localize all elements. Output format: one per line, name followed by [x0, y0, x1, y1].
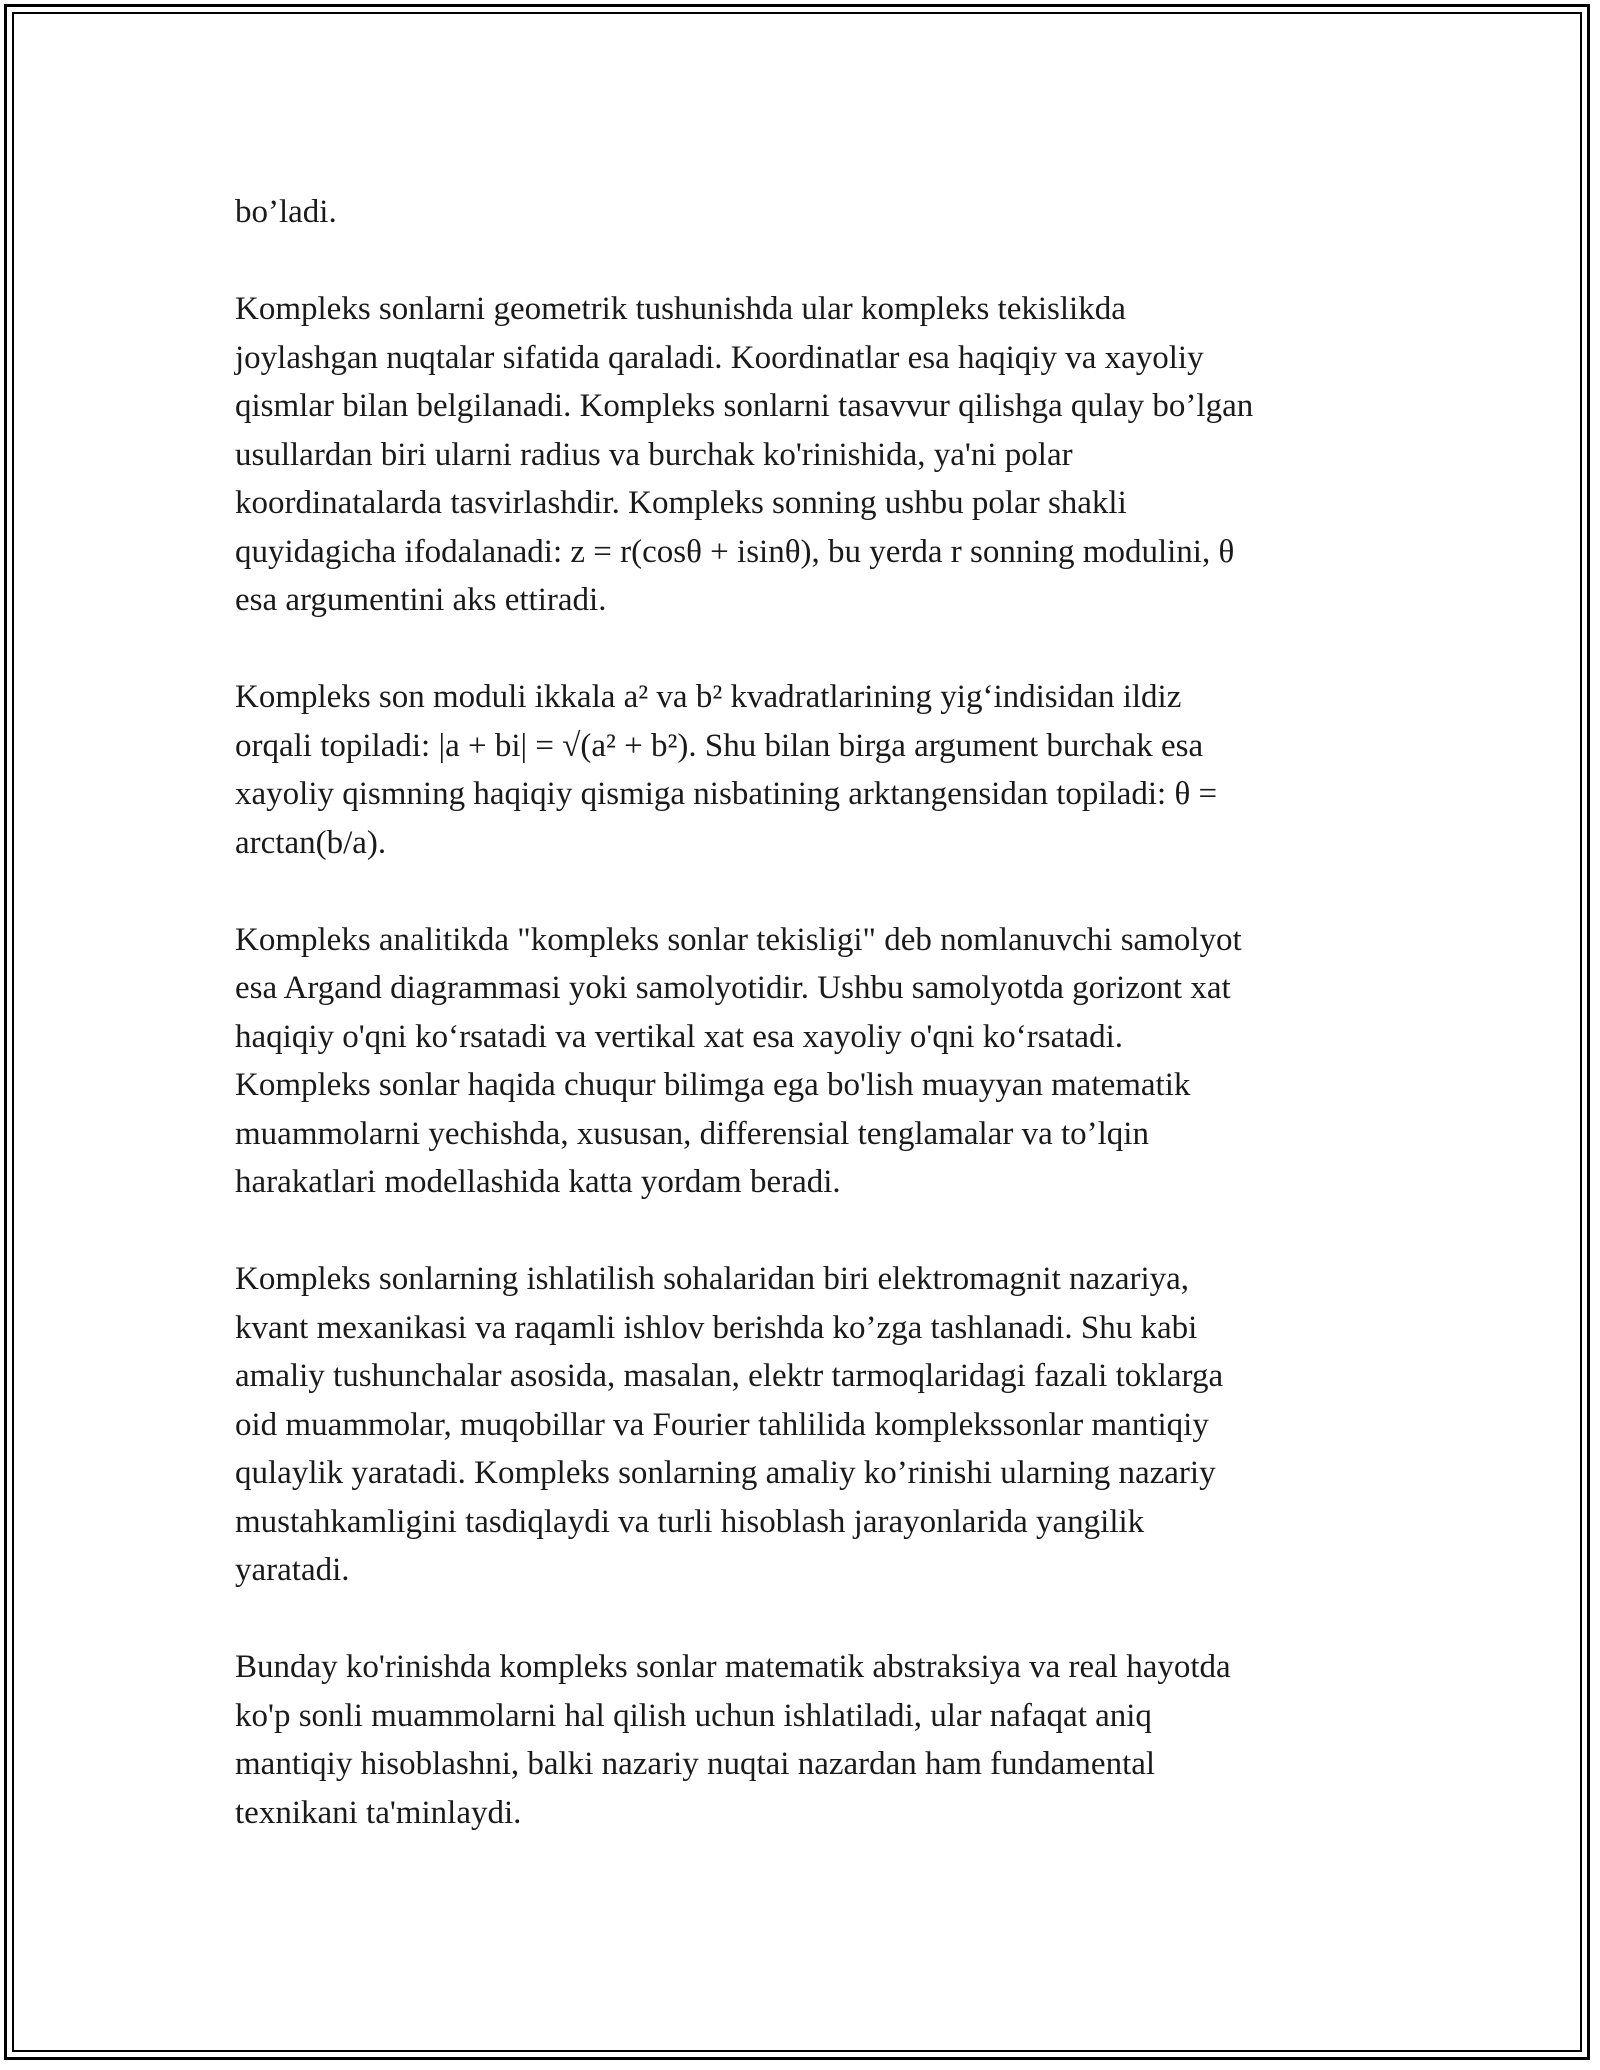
- document-body: [235, 188, 1385, 1886]
- paragraph-geometric-view: Kompleks sonlarni geometrik tushunishda ular kompleks tekislikda joylashgan nuqtalar sifatida qaraladi. Koordinatlar esa haqiqiy va xayoliy qismlar bilan belgilanadi. Kompleks sonlarni tasavvur qilishga qulay bo’lgan usullardan biri ularni radius va burchak ko'rinishida, ya'ni polar koordinatalarda tasvirlashdir. Kompleks sonning ushbu polar shakli quyidagicha ifodalanadi: z = r(cosθ + isinθ), bu yerda r sonning modulini, θ esa argumentini aks ettiradi.: [235, 291, 1254, 618]
- paragraph-applications: Kompleks sonlarning ishlatilish sohalaridan biri elektromagnit nazariya, kvant mexanikasi va raqamli ishlov berishda ko’zga tashlanadi. Shu kabi amaliy tushunchalar asosida, masalan, elektr tarmoqlaridagi fazali toklarga oid muammolar, muqobillar va Fourier tahlilida komplekssonlar mantiqiy qulaylik yaratadi. Kompleks sonlarning amaliy ko’rinishi ularning nazariy mustahkamligini tasdiqlaydi va turli hisoblash jarayonlarida yangilik yaratadi.: [235, 1261, 1224, 1588]
- paragraph-continuation: bo’ladi.: [235, 194, 337, 230]
- paragraph-argand-diagram: Kompleks analitikda "kompleks sonlar tekisligi" deb nomlanuvchi samolyot esa Argand diagrammasi yoki samolyotidir. Ushbu samolyotda gorizont xat haqiqiy o'qni ko‘rsatadi va vertikal xat esa xayoliy o'qni ko‘rsatadi. Kompleks sonlar haqida chuqur bilimga ega bo'lish muayyan matematik muammolarni yechishda, xususan, differensial tenglamalar va to’lqin harakatlari modellashida katta yordam beradi.: [235, 921, 1242, 1200]
- paragraph-conclusion: Bunday ko'rinishda kompleks sonlar matematik abstraksiya va real hayotda ko'p sonli muammolarni hal qilish uchun ishlatiladi, ular nafaqat aniq mantiqiy hisoblashni, balki nazariy nuqtai nazardan ham fundamental texnikani ta'minlaydi.: [235, 1649, 1231, 1831]
- paragraph-modulus-argument: Kompleks son moduli ikkala a² va b² kvadratlarining yig‘indisidan ildiz orqali topiladi: |a + bi| = √(a² + b²). Shu bilan birga argument burchak esa xayoliy qismning haqiqiy qismiga nisbatining arktangensidan topiladi: θ = arctan(b/a).: [235, 679, 1218, 861]
